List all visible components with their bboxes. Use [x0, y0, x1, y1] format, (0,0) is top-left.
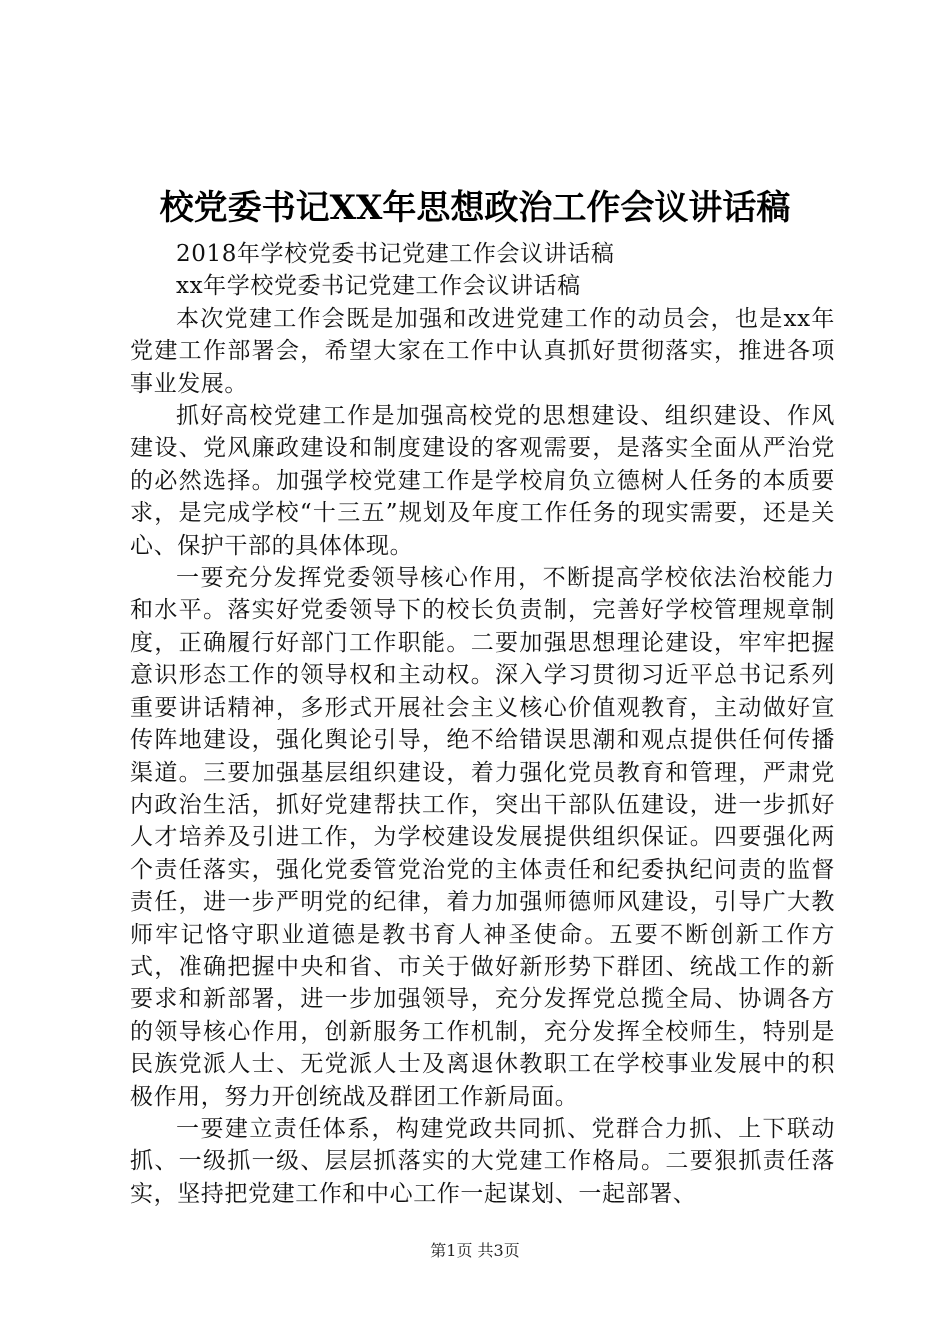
document-body [130, 238, 835, 1210]
paragraph: xx年学校党委书记党建工作会议讲话稿 [176, 273, 581, 300]
page-number-footer: 第1页 共3页 [430, 1241, 520, 1260]
paragraph: 一要充分发挥党委领导核心作用，不断提高学校依法治校能力和水平。落实好党委领导下的校长负责制，完善好学校管理规章制度，正确履行好部门工作职能。二要加强思想理论建设，牢牢把握意识形态工作的领导权和主动权。深入学习贯彻习近平总书记系列重要讲话精神，多形式开展社会主义核心价值观教育，主动做好宣传阵地建设，强化舆论引导，绝不给错误思潮和观点提供任何传播渠道。三要加强基层组织建设，着力强化党员教育和管理，严肃党内政治生活，抓好党建帮扶工作，突出干部队伍建设，进一步抓好人才培养及引进工作，为学校建设发展提供组织保证。四要强化两个责任落实，强化党委管党治党的主体责任和纪委执纪问责的监督责任，进一步严明党的纪律，着力加强师德师风建设，引导广大教师牢记恪守职业道德是教书育人神圣使命。五要不断创新工作方式，准确把握中央和省、市关于做好新形势下群团、统战工作的新要求和新部署，进一步加强领导，充分发挥党总揽全局、协调各方的领导核心作用，创新服务工作机制，充分发挥全校师生，特别是民族党派人士、无党派人士及离退休教职工在学校事业发展中的积极作用，努力开创统战及群团工作新局面。 [130, 565, 835, 1110]
paragraph: 一要建立责任体系，构建党政共同抓、党群合力抓、上下联动抓、一级抓一级、层层抓落实的大党建工作格局。二要狠抓责任落实，坚持把党建工作和中心工作一起谋划、一起部署、 [130, 1115, 835, 1207]
document-title: 校党委书记XX年思想政治工作会议讲话稿 [159, 188, 791, 228]
paragraph: 2018年学校党委书记党建工作会议讲话稿 [176, 241, 615, 267]
paragraph: 本次党建工作会既是加强和改进党建工作的动员会，也是xx年党建工作部署会，希望大家在工作中认真抓好贯彻落实，推进各项事业发展。 [130, 305, 835, 397]
paragraph: 抓好高校党建工作是加强高校党的思想建设、组织建设、作风建设、党风廉政建设和制度建设的客观需要，是落实全面从严治党的必然选择。加强学校党建工作是学校肩负立德树人任务的本质要求，是完成学校“十三五”规划及年度工作任务的现实需要，还是关心、保护干部的具体体现。 [130, 403, 835, 559]
